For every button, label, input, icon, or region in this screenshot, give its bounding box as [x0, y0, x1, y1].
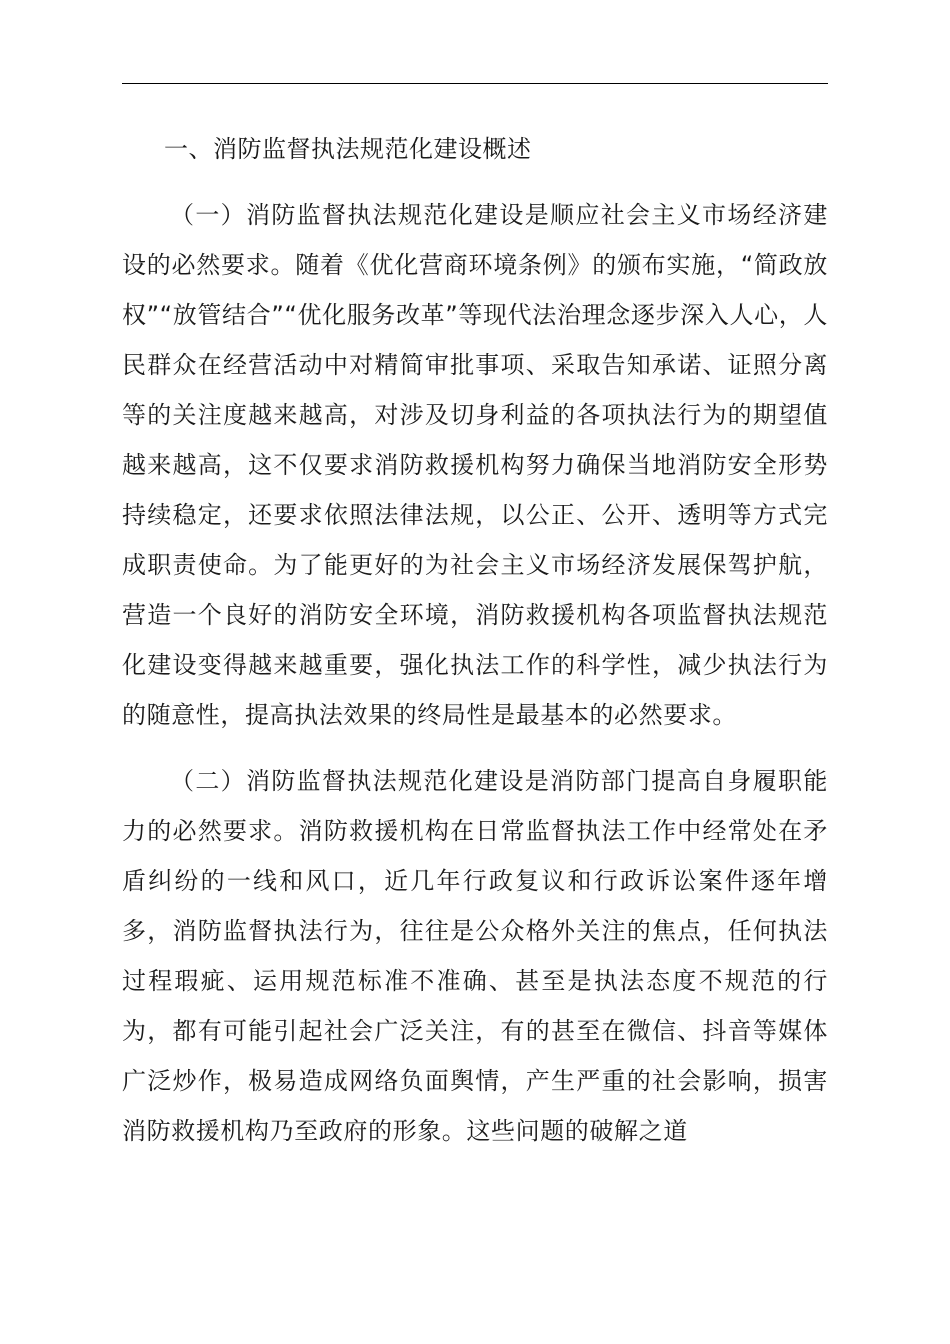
- section-heading: 一、消防监督执法规范化建设概述: [164, 135, 532, 163]
- header-rule: [122, 83, 828, 84]
- paragraph-1: （一）消防监督执法规范化建设是顺应社会主义市场经济建设的必然要求。随着《优化营商环境条例》的颁布实施，“简政放权”“放管结合”“优化服务改革”等现代法治理念逐步深入人心，人民群众在经营活动中对精简审批事项、采取告知承诺、证照分离等的关注度越来越高，对涉及切身利益的各项执法行为的期望值越来越高，这不仅要求消防救援机构努力确保当地消防安全形势持续稳定，还要求依照法律法规，以公正、公开、透明等方式完成职责使命。为了能更好的为社会主义市场经济发展保驾护航，营造一个良好的消防安全环境，消防救援机构各项监督执法规范化建设变得越来越重要，强化执法工作的科学性，减少执法行为的随意性，提高执法效果的终局性是最基本的必然要求。: [122, 201, 828, 729]
- paragraph-2: （二）消防监督执法规范化建设是消防部门提高自身履职能力的必然要求。消防救援机构在日常监督执法工作中经常处在矛盾纠纷的一线和风口，近几年行政复议和行政诉讼案件逐年增多，消防监督执法行为，往往是公众格外关注的焦点，任何执法过程瑕疵、运用规范标准不准确、甚至是执法态度不规范的行为，都有可能引起社会广泛关注，有的甚至在微信、抖音等媒体广泛炒作，极易造成网络负面舆情，产生严重的社会影响，损害消防救援机构乃至政府的形象。这些问题的破解之道: [122, 767, 828, 1145]
- document-body: [122, 124, 828, 1156]
